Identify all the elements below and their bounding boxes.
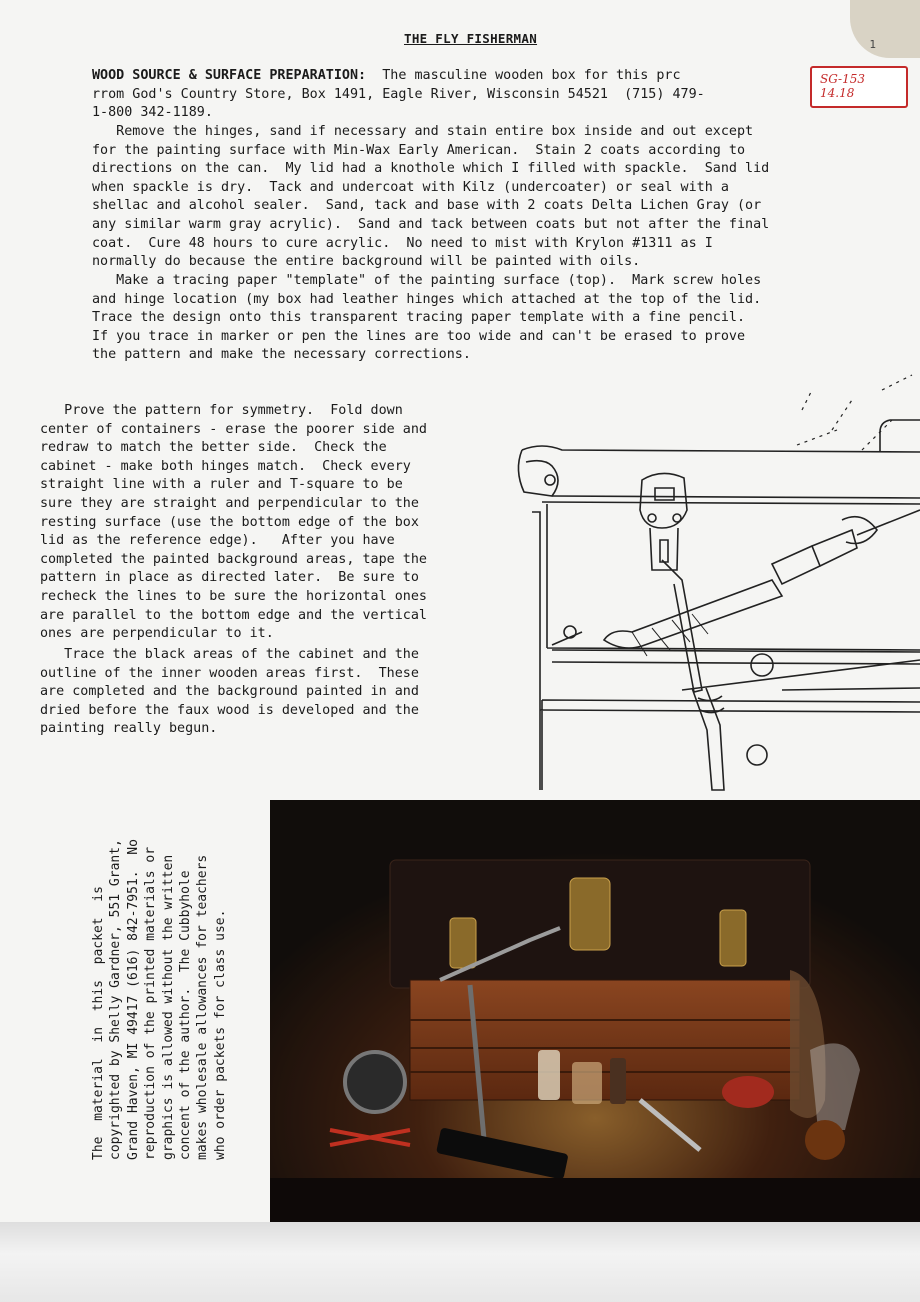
paragraph-template: Make a tracing paper "template" of the painting surface (top). Mark screw holes and hinge location (my box had leather hinges which attached at the top of the lid. Trace the design onto this transparent tracing paper template with a fine pencil. If you trace in marker or pen the lines are too wide and can't be erased to prove the pattern and make the necessary corrections. bbox=[92, 273, 762, 363]
paragraph-trace: Trace the black areas of the cabinet and the outline of the inner wooden areas first. These are completed and the background painted in and dried before the faux wood is developed and the painting really begun. bbox=[40, 647, 419, 737]
pattern-sketch bbox=[512, 370, 920, 800]
plastic-sleeve-edge bbox=[0, 1222, 920, 1302]
section-source-lines: rrom God's Country Store, Box 1491, Eagle River, Wisconsin 54521 (715) 479- 1-800 342-1189. bbox=[92, 86, 705, 121]
section-heading: WOOD SOURCE & SURFACE PREPARATION: bbox=[92, 68, 367, 83]
paragraph-preparation: Remove the hinges, sand if necessary and stain entire box inside and out except for the painting surface with Min-Wax Early American. Stain 2 coats according to directions on the can. My lid had a knothole which I filled with spackle. Sand lid when spackle is dry. Tack and undercoat with Kilz (undercoater) or seal with a shellac and alcohol sealer. Sand, tack and base with 2 coats Delta Lichen Gray (or any similar warm gray acrylic). Sand and tack between coats but not after the final coat. Cure 48 hours to cure acrylic. No need to mist with Krylon #1311 as I normally do because the entire background will be painted with oils. bbox=[92, 124, 770, 270]
finished-painting-photo bbox=[270, 800, 920, 1242]
brass-hasp bbox=[570, 878, 610, 950]
document-title: THE FLY FISHERMAN bbox=[404, 31, 538, 46]
section-wood-source bbox=[92, 67, 705, 123]
price-sticker bbox=[810, 66, 908, 108]
spool-reel bbox=[345, 1052, 405, 1112]
jar-bottle bbox=[538, 1050, 560, 1100]
brass-hinge-right bbox=[720, 910, 746, 966]
page-number: 1 bbox=[869, 38, 876, 51]
brass-hinge-left bbox=[450, 918, 476, 968]
red-tin bbox=[722, 1076, 774, 1108]
copyright-notice: The material in this packet is copyrighted by Shelly Gardner, 551 Grant, Grand Haven, MI 49417 (616) 842-7951. No reproduction of the printed materials or graphics is allowed without the written concent of the author. The Cubbyhole makes wholesale allowances for teachers who order packets for class use. bbox=[91, 839, 228, 1160]
section-intro-text: The masculine wooden box for this prc bbox=[366, 68, 681, 83]
price-sticker-text: SG-153 14.18 bbox=[820, 72, 865, 100]
paragraph-prove-pattern: Prove the pattern for symmetry. Fold down center of containers - erase the poorer side and redraw to match the better side. Check the cabinet - make both hinges match. Check every straight line with a ruler and T-square to be sure they are straight and perpendicular to the resting surface (use the bottom edge of the box lid as the reference edge). After you have completed the painted background areas, tape the pattern in place as directed later. Be sure to recheck the lines to be sure the horizontal ones are parallel to the bottom edge and the vertical ones are perpendicular to it. bbox=[40, 403, 427, 642]
